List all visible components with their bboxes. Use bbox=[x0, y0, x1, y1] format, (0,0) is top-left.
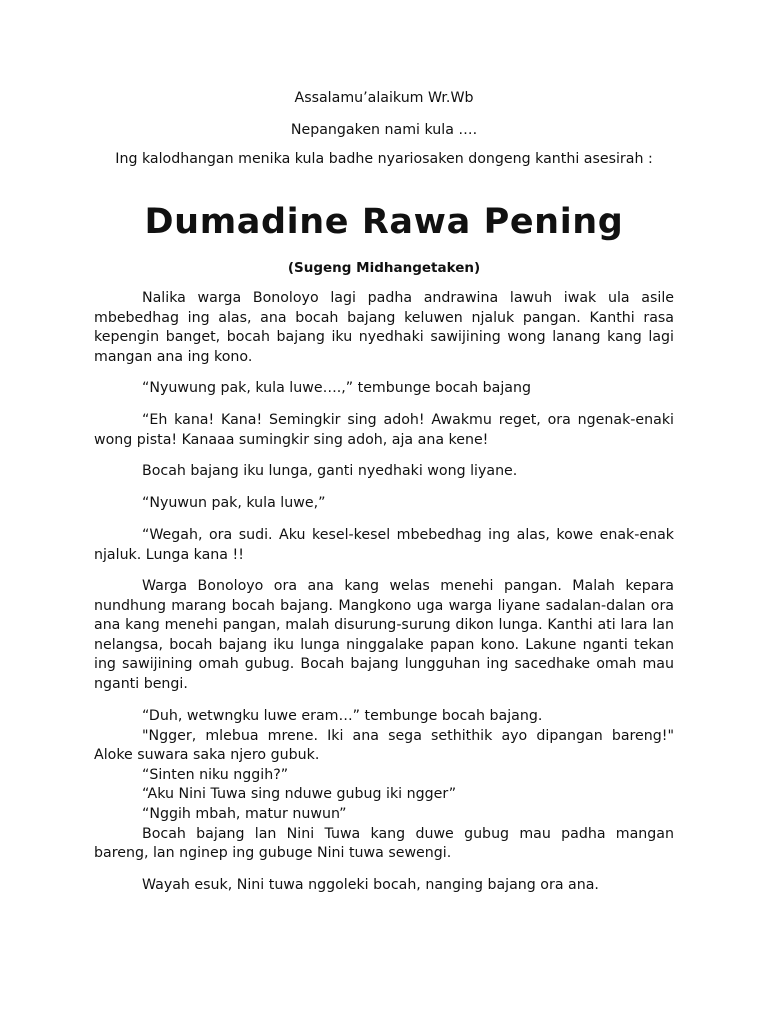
story-title: Dumadine Rawa Pening bbox=[144, 202, 624, 242]
story-paragraph: “Eh kana! Kana! Semingkir sing adoh! Awakmu reget, ora ngenak-enaki wong pista! Kanaaa sumingkir sing adoh, aja ana kene! bbox=[94, 412, 674, 448]
story-paragraph: “Nyuwung pak, kula luwe….,” tembunge bocah bajang bbox=[142, 380, 531, 396]
dialog-line: “Aku Nini Tuwa sing nduwe gubug iki ngger” bbox=[142, 786, 457, 803]
intro-line: Nepangaken nami kula …. bbox=[290, 122, 478, 138]
story-paragraph: Nalika warga Bonoloyo lagi padha andrawina lawuh iwak ula asile mbebedhag ing alas, ana bocah bajang keluwen njaluk pangan. Kanthi rasa kepengin banget, bocah bajang iku nyedhaki sawijining wong lanang kang lagi mangan ana ing kono. bbox=[94, 290, 674, 365]
dialog-line: “Duh, wetwngku luwe eram…” tembunge bocah bajang. bbox=[142, 708, 543, 724]
story-paragraph: Bocah bajang iku lunga, ganti nyedhaki wong liyane. bbox=[142, 463, 518, 479]
closing-paragraph: Wayah esuk, Nini tuwa nggoleki bocah, nanging bajang ora ana. bbox=[142, 877, 599, 893]
dialog-line: “Nggih mbah, matur nuwun” bbox=[142, 805, 347, 822]
dialog-line: “Sinten niku nggih?” bbox=[142, 766, 289, 783]
story-paragraph: Warga Bonoloyo ora ana kang welas menehi pangan. Malah kepara nundhung marang bocah bajang. Mangkono uga warga liyane sadalan-dalan ora ana kang menehi pangan, malah disurung-surung dikon lunga. Kanthi ati lara lan nelangsa, bocah bajang iku lunga ninggalake papan kono. Lakune nganti tekan ing sawijining omah gubug. Bocah bajang lungguhan ing sacedhake omah mau nganti bengi. bbox=[94, 578, 674, 692]
dialog-line: "Ngger, mlebua mrene. Iki ana sega sethithik ayo dipangan bareng!" Aloke suwara saka njero gubuk. bbox=[94, 727, 674, 764]
dialog-line: Bocah bajang lan Nini Tuwa kang duwe gubug mau padha mangan bareng, lan nginep ing gubuge Nini tuwa sewengi. bbox=[94, 825, 674, 862]
story-subtitle: (Sugeng Midhangetaken) bbox=[287, 260, 481, 276]
lead-line: Ing kalodhangan menika kula badhe nyariosaken dongeng kanthi asesirah : bbox=[115, 151, 653, 167]
dialog-block bbox=[94, 707, 674, 864]
story-paragraph: “Nyuwun pak, kula luwe,” bbox=[142, 495, 326, 511]
greeting-line: Assalamu’alaikum Wr.Wb bbox=[294, 90, 474, 106]
story-paragraph: “Wegah, ora sudi. Aku kesel-kesel mbebedhag ing alas, kowe enak-enak njaluk. Lunga kana !! bbox=[94, 527, 674, 563]
document-page bbox=[94, 0, 674, 1024]
